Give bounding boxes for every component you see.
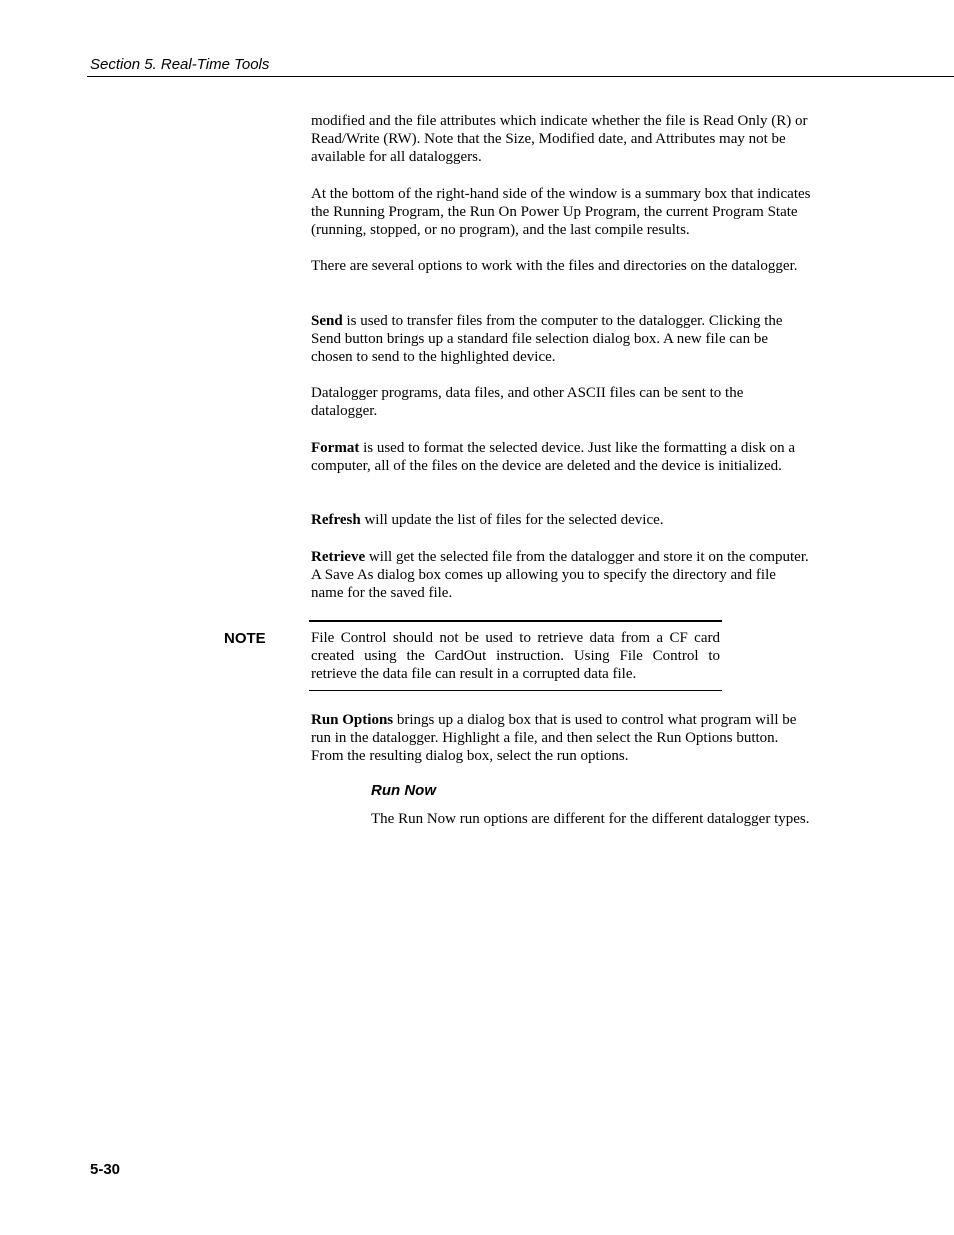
refresh-description: will update the list of files for the selected device. <box>360 512 664 528</box>
retrieve-term: Retrieve <box>311 549 366 565</box>
note-top-rule <box>309 620 722 622</box>
run-now-heading: Run Now <box>371 782 436 799</box>
send-paragraph <box>311 312 811 366</box>
format-term: Format <box>311 440 360 456</box>
retrieve-paragraph <box>311 548 811 602</box>
file-attributes-paragraph: modified and the file attributes which indicate whether the file is Read Only (R) or Read/Write (RW). Note that the Size, Modified date, and Attributes may not be available for all dataloggers. <box>311 113 808 165</box>
summary-box-paragraph: At the bottom of the right-hand side of the window is a summary box that indicates the Running Program, the Run On Power Up Program, the current Program State (running, stopped, or no program), and the last compile results. <box>311 186 811 238</box>
run-options-description: brings up a dialog box that is used to control what program will be run in the datalogger. Highlight a file, and then select the Run Options button. From the resulting dialog box, select the run options. <box>311 712 797 764</box>
retrieve-description: will get the selected file from the datalogger and store it on the computer. A Save As dialog box comes up allowing you to specify the directory and file name for the saved file. <box>311 549 809 601</box>
note-text: File Control should not be used to retrieve data from a CF card created using the CardOut instruction. Using File Control to retrieve the data file can result in a corrupted data file. <box>311 630 720 682</box>
sendable-files-paragraph: Datalogger programs, data files, and other ASCII files can be sent to the datalogger. <box>311 385 744 419</box>
run-options-paragraph <box>311 711 811 765</box>
page-number: 5-30 <box>90 1161 121 1178</box>
format-paragraph <box>311 439 811 475</box>
section-title: Section 5. Real-Time Tools <box>90 56 270 73</box>
run-options-term: Run Options <box>311 712 394 728</box>
note-bottom-rule <box>309 690 722 691</box>
header-divider <box>87 76 954 77</box>
run-now-paragraph: The Run Now run options are different for the different datalogger types. <box>371 811 810 827</box>
send-term: Send <box>311 313 343 329</box>
refresh-term: Refresh <box>311 512 361 528</box>
refresh-paragraph <box>311 511 811 529</box>
options-intro-paragraph: There are several options to work with the files and directories on the datalogger. <box>311 258 798 274</box>
send-description: is used to transfer files from the computer to the datalogger. Clicking the Send button brings up a standard file selection dialog box. A new file can be chosen to send to the highlighted device. <box>311 313 783 365</box>
format-description: is used to format the selected device. Just like the formatting a disk on a computer, all of the files on the device are deleted and the device is initialized. <box>311 440 796 474</box>
note-label: NOTE <box>224 630 266 647</box>
